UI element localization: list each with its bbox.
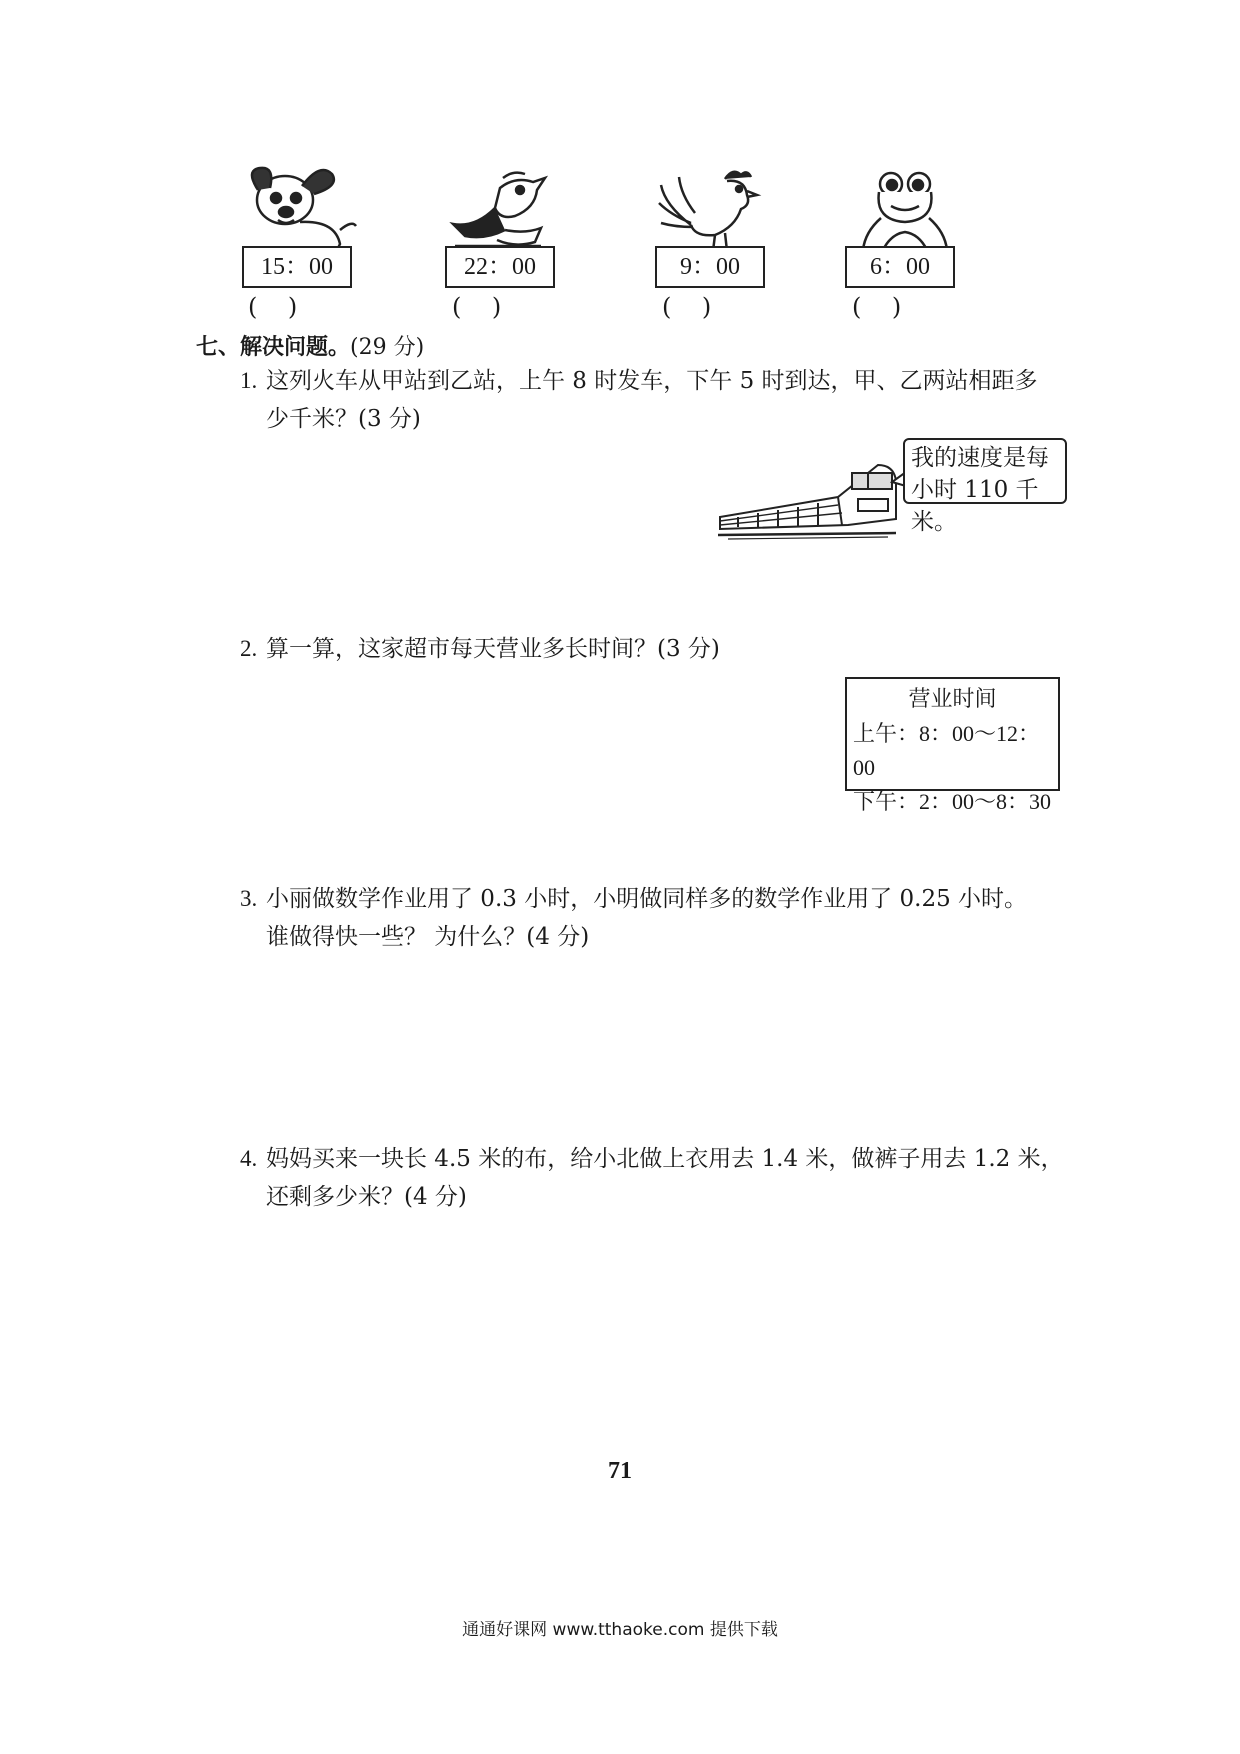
- clock-time-rooster: 9：00: [655, 246, 765, 288]
- business-hours-pm: 下午：2：00～8：30: [853, 789, 1052, 814]
- question-text-line1: 小丽做数学作业用了 0.3 小时，小明做同样多的数学作业用了 0.25 小时。: [266, 886, 1028, 912]
- answer-blank-rooster[interactable]: ( ): [662, 293, 712, 321]
- business-hours-table: [845, 677, 1060, 814]
- answer-blank-frog[interactable]: ( ): [852, 293, 902, 321]
- bubble-line1: 我的速度是每: [911, 445, 1049, 471]
- answer-blank-bird[interactable]: ( ): [452, 293, 502, 321]
- question-3: [240, 880, 1027, 956]
- answer-blank-dog[interactable]: ( ): [248, 293, 298, 321]
- question-text-line1: 算一算，这家超市每天营业多长时间？(3 分): [266, 636, 720, 662]
- rooster-illustration: [655, 165, 775, 257]
- section-heading: [196, 330, 424, 361]
- question-number: 1.: [240, 368, 258, 393]
- question-text-line2: 谁做得快一些？ 为什么？(4 分): [266, 924, 590, 950]
- clock-time-dog: 15：00: [242, 246, 352, 288]
- frog-illustration: [855, 170, 965, 258]
- question-2: [240, 630, 720, 668]
- question-text-line2: 少千米？(3 分): [266, 406, 421, 432]
- clock-time-bird: 22：00: [445, 246, 555, 288]
- question-text-line1: 妈妈买来一块长 4.5 米的布，给小北做上衣用去 1.4 米，做裤子用去 1.2 米，: [266, 1146, 1064, 1172]
- section-title: 七、解决问题。: [196, 335, 351, 360]
- question-text-line2: 还剩多少米？(4 分): [266, 1184, 467, 1210]
- business-hours-am: 上午：8：00～12：00: [853, 721, 1041, 780]
- bird-illustration: [445, 168, 555, 258]
- train-illustration: [718, 455, 898, 540]
- question-4: [240, 1140, 1064, 1216]
- question-1: [240, 362, 1038, 438]
- question-number: 3.: [240, 886, 258, 911]
- clock-time-frog: 6：00: [845, 246, 955, 288]
- section-score: (29 分): [350, 335, 425, 360]
- question-number: 2.: [240, 636, 258, 661]
- question-text-line1: 这列火车从甲站到乙站，上午 8 时发车，下午 5 时到达，甲、乙两站相距多: [266, 368, 1038, 394]
- download-footer: 通通好课网 www.tthaoke.com 提供下载: [462, 1620, 778, 1640]
- dog-illustration: [240, 160, 360, 260]
- bubble-line2: 小时 110 千米。: [911, 477, 1039, 535]
- question-number: 4.: [240, 1146, 258, 1171]
- business-hours-title: 营业时间: [908, 687, 997, 712]
- train-speech-bubble: [903, 438, 1067, 535]
- page-number: 71: [608, 1458, 632, 1484]
